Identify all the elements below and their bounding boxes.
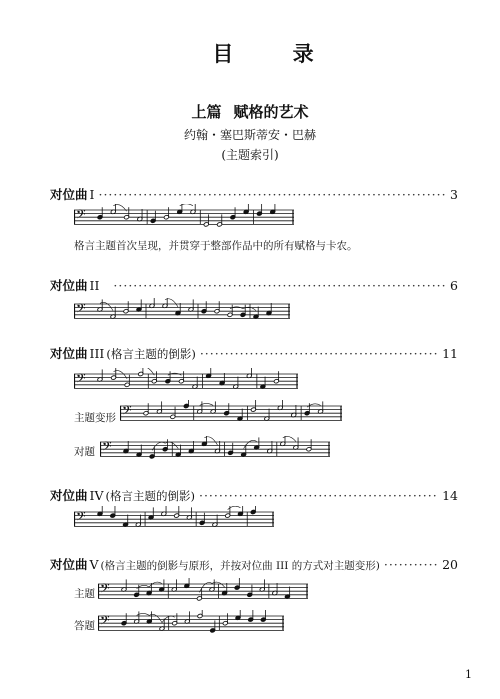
page-number: 1 bbox=[465, 668, 472, 681]
index-subtitle: (主题索引) bbox=[221, 148, 279, 162]
svg-text:𝄢: 𝄢 bbox=[102, 438, 112, 457]
leader-dots bbox=[113, 278, 446, 293]
entry-numeral: III bbox=[89, 346, 105, 361]
page-title: 目 录 bbox=[212, 41, 340, 66]
entry-label: 对位曲 bbox=[50, 557, 88, 572]
music-staff bbox=[74, 204, 294, 232]
toc-entry-3[interactable] bbox=[50, 344, 458, 362]
staff-row-label: 对题 bbox=[74, 446, 95, 458]
toc-entry-1[interactable] bbox=[50, 185, 458, 203]
entry-note: (格言主题的倒影) bbox=[105, 489, 195, 503]
svg-text:𝄢: 𝄢 bbox=[122, 402, 132, 421]
toc-entry-5[interactable] bbox=[50, 555, 458, 573]
staff-row-label: 主题 bbox=[74, 588, 95, 600]
part-name: 赋格的艺术 bbox=[233, 103, 309, 121]
staff-row-label: 主题变形 bbox=[74, 412, 116, 424]
music-staff bbox=[98, 610, 284, 638]
svg-text:𝄢: 𝄢 bbox=[76, 206, 86, 225]
svg-text:𝄢: 𝄢 bbox=[100, 612, 110, 631]
entry-page: 11 bbox=[442, 346, 458, 361]
svg-text:𝄢: 𝄢 bbox=[76, 370, 86, 389]
svg-text:𝄢: 𝄢 bbox=[100, 580, 110, 599]
svg-text:𝄢: 𝄢 bbox=[76, 508, 86, 527]
svg-text:𝄢: 𝄢 bbox=[76, 300, 86, 319]
entry-label: 对位曲 bbox=[50, 346, 88, 361]
entry-page: 20 bbox=[442, 557, 458, 572]
staff-row-label: 答题 bbox=[74, 620, 95, 632]
music-staff bbox=[98, 578, 308, 606]
entry-page: 14 bbox=[442, 488, 458, 503]
entry-numeral: V bbox=[89, 557, 99, 572]
leader-dots bbox=[199, 488, 438, 503]
entry-numeral: IV bbox=[89, 488, 104, 503]
music-staff bbox=[100, 436, 330, 464]
entry-note: (格言主题的倒影与原形，并按对位曲 III 的方式对主题变形) bbox=[100, 560, 380, 572]
composer-name: 约翰・塞巴斯蒂安・巴赫 bbox=[183, 128, 316, 142]
leader-dots bbox=[384, 557, 438, 572]
part-heading bbox=[0, 101, 500, 122]
toc-entry-2[interactable] bbox=[50, 276, 458, 294]
entry-page: 6 bbox=[450, 278, 458, 293]
entry-numeral: II bbox=[89, 278, 100, 293]
music-staff bbox=[74, 298, 290, 326]
entry-label: 对位曲 bbox=[50, 187, 88, 202]
music-staff bbox=[74, 368, 298, 396]
music-staff bbox=[74, 506, 274, 534]
entry-caption: 格言主题首次呈现，并贯穿于整部作品中的所有赋格与卡农。 bbox=[74, 240, 358, 252]
part-title: 上篇 bbox=[191, 103, 222, 121]
entry-label: 对位曲 bbox=[50, 488, 88, 503]
leader-dots bbox=[200, 346, 438, 361]
entry-numeral: I bbox=[89, 187, 95, 202]
entry-note: (格言主题的倒影) bbox=[106, 347, 196, 361]
entry-label: 对位曲 bbox=[50, 278, 88, 293]
toc-entry-4[interactable] bbox=[50, 486, 458, 504]
music-staff bbox=[120, 400, 342, 428]
entry-page: 3 bbox=[450, 187, 458, 202]
leader-dots bbox=[98, 187, 446, 202]
